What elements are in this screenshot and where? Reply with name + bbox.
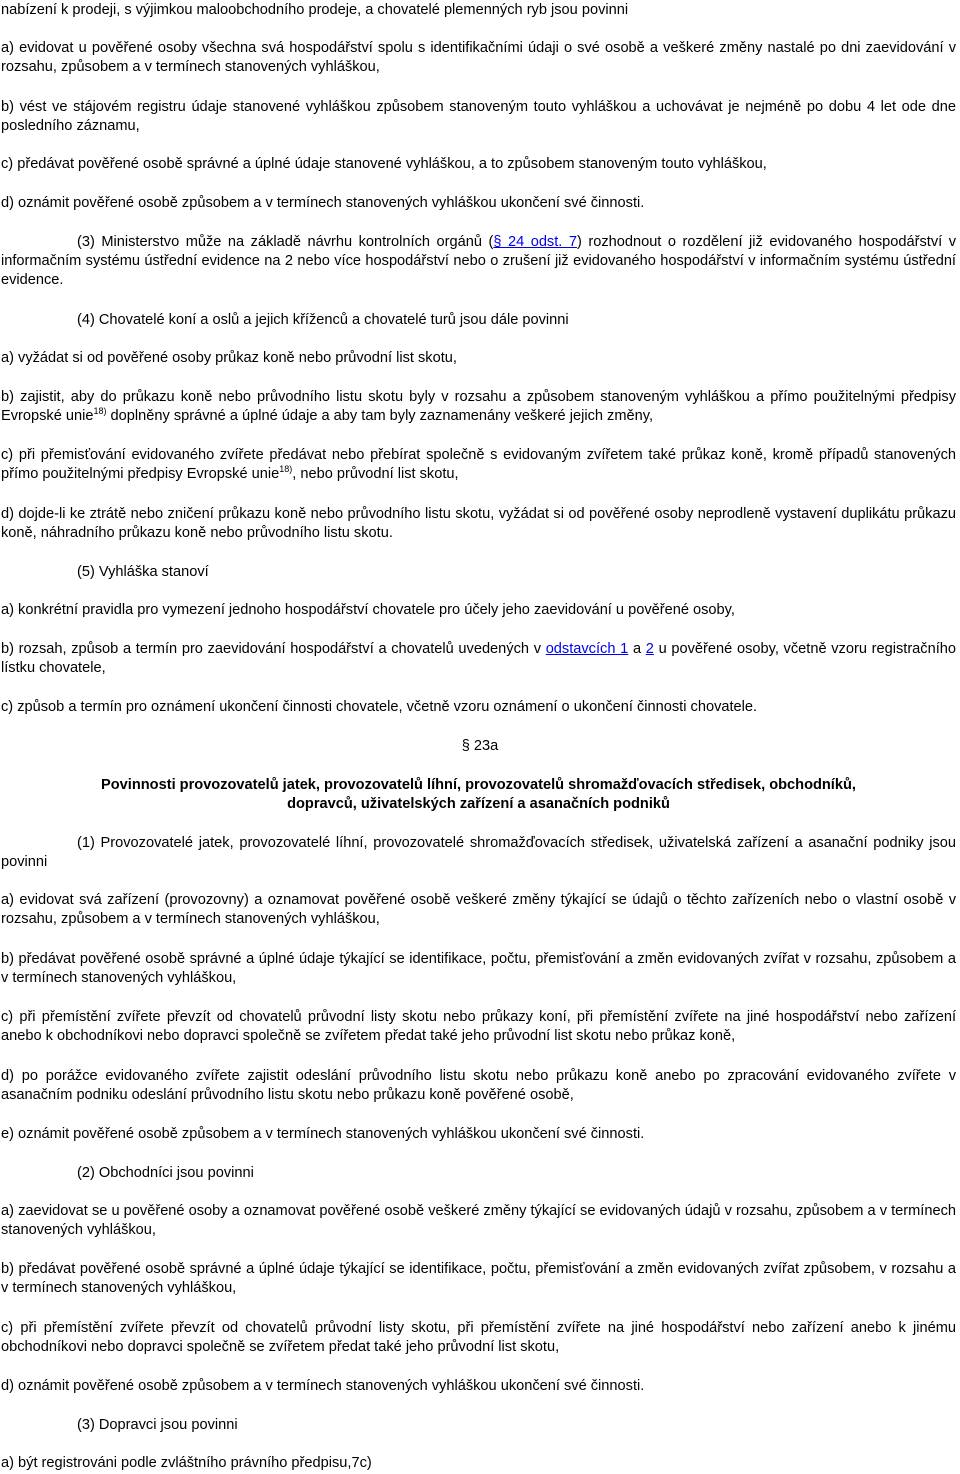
item-23a-3a: a) být registrováni podle zvláštního právního předpisu,7c) — [1, 1455, 372, 1471]
item-4b-text-end: doplněny správné a úplné údaje a aby tam byly zaznamenány veškeré jejich změny, — [106, 408, 653, 424]
paragraph-5-intro: (5) Vyhláška stanoví — [77, 564, 209, 580]
item-5b-connector: a — [628, 641, 646, 657]
section-23a-par-2-intro: (2) Obchodníci jsou povinni — [77, 1165, 254, 1181]
item-b-registry: b) vést ve stájovém registru údaje stanovené vyhláškou způsobem stanoveným touto vyhláškou a uchovávat je nejméně po dobu 4 let ode dne posledního záznamu, — [1, 99, 956, 134]
item-5b — [1, 640, 956, 678]
footnote-ref: 18) — [279, 464, 293, 475]
link-odstavcich-1[interactable]: odstavcích 1 — [545, 641, 629, 657]
item-d-termination: d) oznámit pověřené osobě způsobem a v termínech stanovených vyhláškou ukončení své činnosti. — [1, 195, 645, 211]
item-a-evidence: a) evidovat u pověřené osoby všechna svá hospodářství spolu s identifikačními údaji o své osobě a veškeré změny nastalé po dni zaevidování v rozsahu, způsobem a v termínech stanovených vyhláškou, — [1, 40, 956, 75]
item-5c: c) způsob a termín pro oznámení ukončení činnosti chovatele, včetně vzoru oznámení o ukončení činnosti chovatele. — [1, 699, 758, 715]
item-5b-text-end: u pověřené osoby, včetně vzoru registračního lístku chovatele, — [1, 641, 956, 676]
item-4c — [1, 446, 956, 484]
section-title-line-2: dopravců, uživatelských zařízení a asanačních podniků — [287, 796, 670, 812]
item-23a-2b: b) předávat pověřené osobě správné a úplné údaje týkající se identifikace, počtu, přemisťování a změn evidovaných zvířat způsobem, v rozsahu a v termínech stanovených vyhláškou, — [1, 1261, 956, 1296]
section-23a-par-3-intro: (3) Dopravci jsou povinni — [77, 1417, 238, 1433]
section-number: § 23a — [461, 738, 499, 754]
item-4b — [1, 388, 956, 426]
item-5b-text: b) rozsah, způsob a termín pro zaevidování hospodářství a chovatelů uvedených v — [1, 641, 546, 657]
item-5a: a) konkrétní pravidla pro vymezení jednoho hospodářství chovatele pro účely jeho zaevidování u pověřené osoby, — [1, 602, 735, 618]
item-23a-1a: a) evidovat svá zařízení (provozovny) a oznamovat pověřené osobě veškeré změny týkající se údajů o těchto zařízeních nebo o vlastní osobě v rozsahu, způsobem a v termínech stanovených vyhláškou, — [1, 892, 956, 927]
item-23a-2d: d) oznámit pověřené osobě způsobem a v termínech stanovených vyhláškou ukončení své činnosti. — [1, 1378, 645, 1394]
item-4c-text: c) při přemisťování evidovaného zvířete předávat nebo přebírat společně s evidovaným zvířetem také průkaz koně, kromě případů stanovených přímo použitelnými předpisy Evropské unie — [1, 447, 956, 482]
item-4b-text: b) zajistit, aby do průkazu koně nebo průvodního listu skotu byly v rozsahu a způsobem stanoveným vyhláškou a přímo použitelnými předpisy Evropské unie — [1, 389, 956, 424]
item-23a-2a: a) zaevidovat se u pověřené osoby a oznamovat pověřené osobě veškeré změny týkající se evidovaných údajů v rozsahu, způsobem a v termínech stanovených vyhláškou, — [1, 1203, 956, 1238]
item-23a-1d: d) po porážce evidovaného zvířete zajistit odeslání průvodního listu skotu nebo průkazu koně anebo po zpracování evidovaného zvířete v asanačním podniku odeslání průvodního listu skotu nebo průkazu koně pověřené osobě, — [1, 1068, 956, 1103]
link-par-24-odst-7[interactable]: § 24 odst. 7 — [493, 234, 577, 250]
paragraph-3-text-start: (3) Ministerstvo může na základě návrhu kontrolních orgánů ( — [77, 234, 494, 250]
section-title-line-1: Povinnosti provozovatelů jatek, provozovatelů líhní, provozovatelů shromažďovacích středisek, obchodníků, — [101, 777, 856, 793]
paragraph-3 — [1, 233, 956, 290]
section-23a-par-1-intro: (1) Provozovatelé jatek, provozovatelé líhní, provozovatelé shromažďovacích středisek, uživatelská zařízení a asanační podniky jsou povinni — [1, 835, 956, 870]
item-23a-1b: b) předávat pověřené osobě správné a úplné údaje týkající se identifikace, počtu, přemisťování a změn evidovaných zvířat v rozsahu, způsobem a v termínech stanovených vyhláškou, — [1, 951, 956, 986]
paragraph-3-text-end: ) rozhodnout o rozdělení již evidovaného hospodářství v informačním systému ústřední evidence na 2 nebo více hospodářství nebo o zrušení již evidovaného hospodářství v informačním systému ústřední evidence. — [1, 234, 956, 288]
paragraph-4-intro: (4) Chovatelé koní a oslů a jejich kříženců a chovatelé turů jsou dále povinni — [77, 312, 569, 328]
item-4c-text-end: , nebo průvodní list skotu, — [292, 466, 459, 482]
item-23a-2c: c) při přemístění zvířete převzít od chovatelů průvodní listy skotu, při přemístění zvířete na jiné hospodářství nebo zařízení anebo k jinému obchodníkovi nebo dopravci společně se zvířetem předat také jeho průvodní list skotu, — [1, 1320, 956, 1355]
item-c-transfer: c) předávat pověřené osobě správné a úplné údaje stanovené vyhláškou, a to způsobem stanoveným touto vyhláškou, — [1, 156, 767, 172]
link-odstavec-2[interactable]: 2 — [645, 641, 654, 657]
footnote-ref: 18) — [93, 406, 107, 417]
item-4a: a) vyžádat si od pověřené osoby průkaz koně nebo průvodní list skotu, — [1, 350, 457, 366]
paragraph-intro: nabízení k prodeji, s výjimkou maloobchodního prodeje, a chovatelé plemenných ryb jsou povinni — [1, 2, 629, 18]
item-23a-1e: e) oznámit pověřené osobě způsobem a v termínech stanovených vyhláškou ukončení své činnosti. — [1, 1126, 645, 1142]
item-23a-1c: c) při přemístění zvířete převzít od chovatelů průvodní listy skotu nebo průkazy koní, při přemístění zvířete na jiné hospodářství nebo zařízení anebo k obchodníkovi nebo dopravci společně se zvířetem předat také jeho průvodní list skotu nebo průkaz koně, — [1, 1009, 956, 1044]
item-4d: d) dojde-li ke ztrátě nebo zničení průkazu koně nebo průvodního listu skotu, vyžádat si od pověřené osoby neprodleně vystavení duplikátu průkazu koně, náhradního průkazu koně nebo průvodního listu skotu. — [1, 506, 956, 541]
